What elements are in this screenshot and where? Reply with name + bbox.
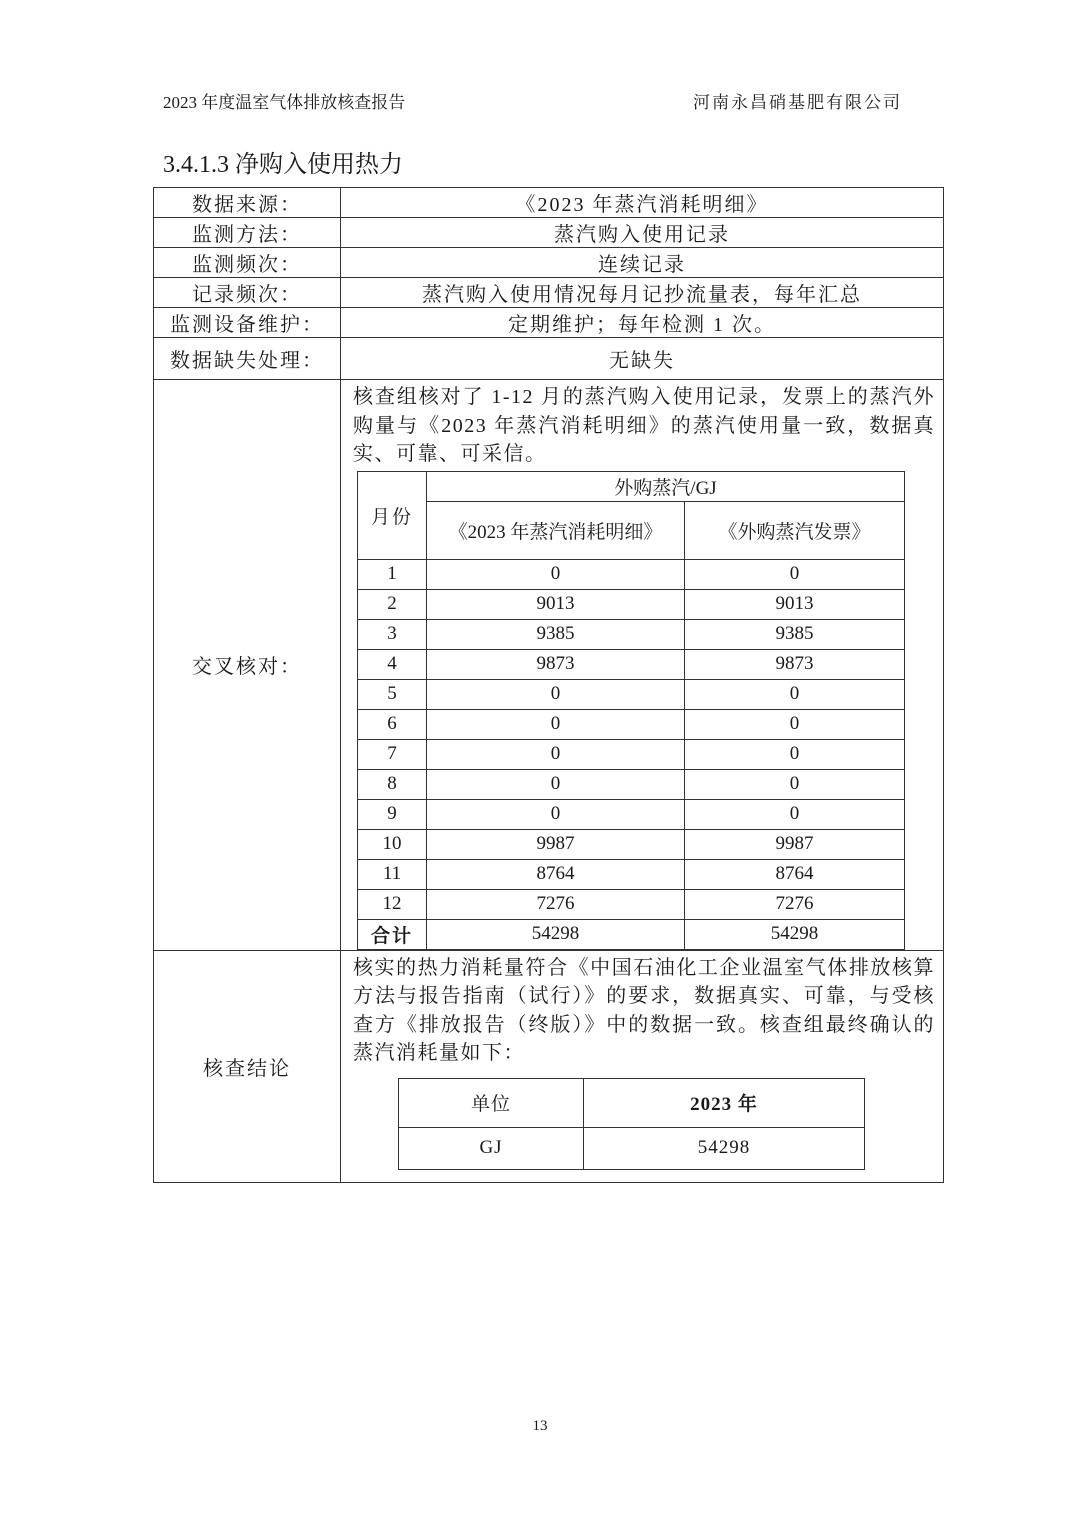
month: 4: [358, 649, 427, 679]
month: 12: [358, 889, 427, 919]
month-header: 月份: [358, 471, 427, 559]
table-row: [358, 679, 905, 709]
header-right: 河南永昌硝基肥有限公司: [693, 93, 902, 112]
page-number: 13: [532, 1418, 548, 1434]
table-header-row: [399, 1078, 865, 1127]
invoice-detail-value: 9385: [427, 619, 685, 649]
invoice-detail-value: 0: [427, 559, 685, 589]
table-row: [358, 739, 905, 769]
invoice-value: 0: [685, 679, 905, 709]
section-title: 3.4.1.3 净购入使用热力: [163, 152, 403, 178]
year-header: 2023 年: [584, 1078, 865, 1127]
row-value: 定期维护；每年检测 1 次。: [341, 308, 944, 338]
table-row: [154, 188, 944, 218]
table-row: [154, 338, 944, 380]
table-row: [358, 829, 905, 859]
invoice-value: 7276: [685, 889, 905, 919]
invoice-value: 9385: [685, 619, 905, 649]
month: 2: [358, 589, 427, 619]
invoice-value: 54298: [685, 919, 905, 949]
month: 10: [358, 829, 427, 859]
table-header-row: [358, 501, 905, 559]
row-value: 连续记录: [341, 248, 944, 278]
invoice-value: 0: [685, 769, 905, 799]
table-header-row: [358, 471, 905, 501]
row-value: 《2023 年蒸汽消耗明细》: [341, 188, 944, 218]
invoice-value: 9987: [685, 829, 905, 859]
total-row: [358, 919, 905, 949]
row-label: 监测方法：: [154, 218, 341, 248]
summary-table: [398, 1078, 865, 1170]
row-label: 数据缺失处理：: [154, 338, 341, 380]
table-row: [358, 769, 905, 799]
month: 合计: [358, 919, 427, 949]
row-value: 蒸汽购入使用情况每月记抄流量表，每年汇总: [341, 278, 944, 308]
month: 1: [358, 559, 427, 589]
cross-check-text: 核查组核对了 1-12 月的蒸汽购入使用记录，发票上的蒸汽外购量与《2023 年蒸汽消耗明细》的蒸汽使用量一致，数据真实、可靠、可采信。: [353, 386, 935, 465]
table-row: [358, 799, 905, 829]
invoice-detail-value: 9987: [427, 829, 685, 859]
invoice-detail-value: 0: [427, 769, 685, 799]
invoice-detail-value: 0: [427, 739, 685, 769]
cross-check-row: [154, 380, 944, 951]
table-row: [154, 278, 944, 308]
table-row: [358, 649, 905, 679]
row-label: 记录频次：: [154, 278, 341, 308]
table-row: [399, 1127, 865, 1169]
unit-header: 单位: [399, 1078, 584, 1127]
invoice-detail-value: 54298: [427, 919, 685, 949]
table-row: [358, 859, 905, 889]
month: 8: [358, 769, 427, 799]
table-row: [358, 889, 905, 919]
conclusion-row: [154, 950, 944, 1182]
invoice-detail-value: 9013: [427, 589, 685, 619]
row-label: 监测频次：: [154, 248, 341, 278]
invoice-value: 8764: [685, 859, 905, 889]
conclusion-label: 核查结论: [154, 950, 341, 1182]
cross-check-label: 交叉核对：: [154, 380, 341, 951]
header-left: 2023 年度温室气体排放核查报告: [163, 93, 406, 112]
invoice-detail-value: 0: [427, 799, 685, 829]
row-label: 监测设备维护：: [154, 308, 341, 338]
row-value: 无缺失: [341, 338, 944, 380]
row-label: 数据来源：: [154, 188, 341, 218]
invoice-detail-value: 9873: [427, 649, 685, 679]
month: 6: [358, 709, 427, 739]
invoice-value: 0: [685, 709, 905, 739]
table-row: [358, 589, 905, 619]
table-row: [154, 248, 944, 278]
steam-monthly-table: [357, 471, 905, 950]
month: 7: [358, 739, 427, 769]
group-header: 外购蒸汽/GJ: [427, 471, 905, 501]
month: 11: [358, 859, 427, 889]
invoice-detail-value: 7276: [427, 889, 685, 919]
month: 5: [358, 679, 427, 709]
col1-header: 《2023 年蒸汽消耗明细》: [427, 501, 685, 559]
invoice-value: 0: [685, 739, 905, 769]
col2-header: 《外购蒸汽发票》: [685, 501, 905, 559]
month: 9: [358, 799, 427, 829]
unit-value: GJ: [399, 1127, 584, 1169]
table-row: [358, 619, 905, 649]
conclusion-text: 核实的热力消耗量符合《中国石油化工企业温室气体排放核算方法与报告指南（试行）》的要求，数据真实、可靠，与受核查方《排放报告（终版）》中的数据一致。核查组最终确认的蒸汽消耗量如下：: [353, 956, 935, 1064]
table-row: [154, 308, 944, 338]
invoice-value: 9013: [685, 589, 905, 619]
table-row: [154, 218, 944, 248]
invoice-detail-value: 0: [427, 709, 685, 739]
table-row: [358, 559, 905, 589]
row-value: 蒸汽购入使用记录: [341, 218, 944, 248]
total-value: 54298: [584, 1127, 865, 1169]
invoice-value: 9873: [685, 649, 905, 679]
month: 3: [358, 619, 427, 649]
invoice-detail-value: 0: [427, 679, 685, 709]
invoice-value: 0: [685, 799, 905, 829]
info-table: [153, 187, 944, 1183]
invoice-detail-value: 8764: [427, 859, 685, 889]
table-row: [358, 709, 905, 739]
invoice-value: 0: [685, 559, 905, 589]
